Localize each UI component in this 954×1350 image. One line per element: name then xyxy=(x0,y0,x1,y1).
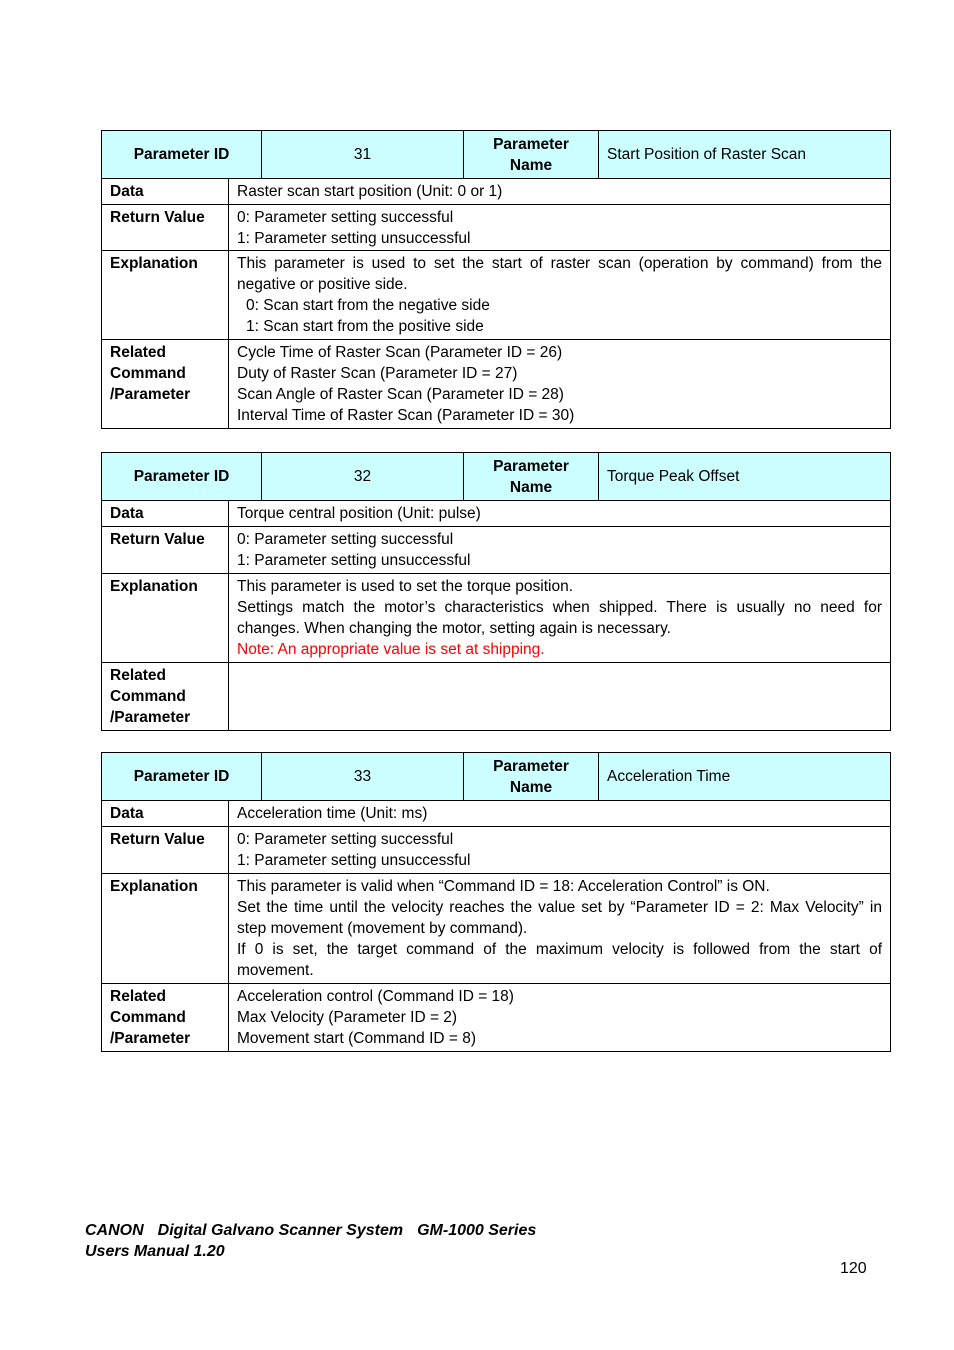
parameter-table-33 xyxy=(101,752,891,1052)
footer-brand: CANON xyxy=(85,1222,144,1239)
parameter-id-label: Parameter ID xyxy=(102,453,262,501)
related-row xyxy=(102,663,891,731)
return-value-row xyxy=(102,527,891,574)
footer-series: GM-1000 Series xyxy=(417,1222,537,1239)
data-value: Raster scan start position (Unit: 0 or 1) xyxy=(229,179,891,205)
data-value: Acceleration time (Unit: ms) xyxy=(229,801,891,827)
explanation-row xyxy=(102,251,891,340)
return-value-text: 0: Parameter setting successful 1: Parameter setting unsuccessful xyxy=(229,205,891,251)
explanation-label: Explanation xyxy=(102,251,229,340)
parameter-id-value: 31 xyxy=(262,131,464,179)
data-label: Data xyxy=(102,179,229,205)
return-value-row xyxy=(102,205,891,251)
explanation-text: This parameter is valid when “Command ID = 18: Acceleration Control” is ON. Set the time until the velocity reaches the value set by “Parameter ID = 2: Max Velocity” in step movement (movement by command). If 0 is set, the target command of the maximum velocity is followed from the start of movement. xyxy=(229,874,891,984)
parameter-name-value: Start Position of Raster Scan xyxy=(599,131,891,179)
related-row xyxy=(102,984,891,1052)
data-label: Data xyxy=(102,801,229,827)
parameter-name-label: Parameter Name xyxy=(464,131,599,179)
shipping-note: Note: An appropriate value is set at shipping. xyxy=(237,641,545,658)
parameter-name-label: Parameter Name xyxy=(464,453,599,501)
return-value-text: 0: Parameter setting successful 1: Parameter setting unsuccessful xyxy=(229,527,891,574)
parameter-table-32 xyxy=(101,452,891,731)
footer-product: Digital Galvano Scanner System xyxy=(157,1222,404,1239)
parameter-name-label: Parameter Name xyxy=(464,753,599,801)
related-text: Cycle Time of Raster Scan (Parameter ID = 26) Duty of Raster Scan (Parameter ID = 27) Scan Angle of Raster Scan (Parameter ID = 28) Interval Time of Raster Scan (Parameter ID = 30) xyxy=(229,340,891,429)
explanation-label: Explanation xyxy=(102,874,229,984)
return-value-row xyxy=(102,827,891,874)
data-row xyxy=(102,501,891,527)
related-text xyxy=(229,663,891,731)
explanation-text: This parameter is used to set the start of raster scan (operation by command) from the negative or positive side. 0: Scan start from the negative side 1: Scan start from the positive side xyxy=(229,251,891,340)
page-number: 120 xyxy=(840,1260,867,1277)
return-value-text: 0: Parameter setting successful 1: Parameter setting unsuccessful xyxy=(229,827,891,874)
parameter-name-value: Torque Peak Offset xyxy=(599,453,891,501)
footer-product-line xyxy=(85,1220,536,1241)
explanation-text: This parameter is used to set the torque position. Settings match the motor’s characteristics when shipped. There is usually no need for changes. When changing the motor, setting again is necessary. Note: An appropriate value is set at shipping. xyxy=(229,574,891,663)
return-value-label: Return Value xyxy=(102,827,229,874)
related-label: Related Command /Parameter xyxy=(102,340,229,429)
related-text: Acceleration control (Command ID = 18) Max Velocity (Parameter ID = 2) Movement start (Command ID = 8) xyxy=(229,984,891,1052)
return-value-label: Return Value xyxy=(102,527,229,574)
table-header-row xyxy=(102,453,891,501)
data-label: Data xyxy=(102,501,229,527)
table-header-row xyxy=(102,131,891,179)
data-row xyxy=(102,179,891,205)
table-header-row xyxy=(102,753,891,801)
parameter-name-value: Acceleration Time xyxy=(599,753,891,801)
explanation-row xyxy=(102,574,891,663)
parameter-table-31 xyxy=(101,130,891,429)
data-value: Torque central position (Unit: pulse) xyxy=(229,501,891,527)
data-row xyxy=(102,801,891,827)
parameter-id-label: Parameter ID xyxy=(102,131,262,179)
page-footer xyxy=(85,1220,536,1262)
parameter-id-label: Parameter ID xyxy=(102,753,262,801)
footer-manual-version: Users Manual 1.20 xyxy=(85,1243,225,1260)
explanation-row xyxy=(102,874,891,984)
parameter-id-value: 33 xyxy=(262,753,464,801)
related-row xyxy=(102,340,891,429)
parameter-id-value: 32 xyxy=(262,453,464,501)
return-value-label: Return Value xyxy=(102,205,229,251)
explanation-label: Explanation xyxy=(102,574,229,663)
related-label: Related Command /Parameter xyxy=(102,663,229,731)
related-label: Related Command /Parameter xyxy=(102,984,229,1052)
